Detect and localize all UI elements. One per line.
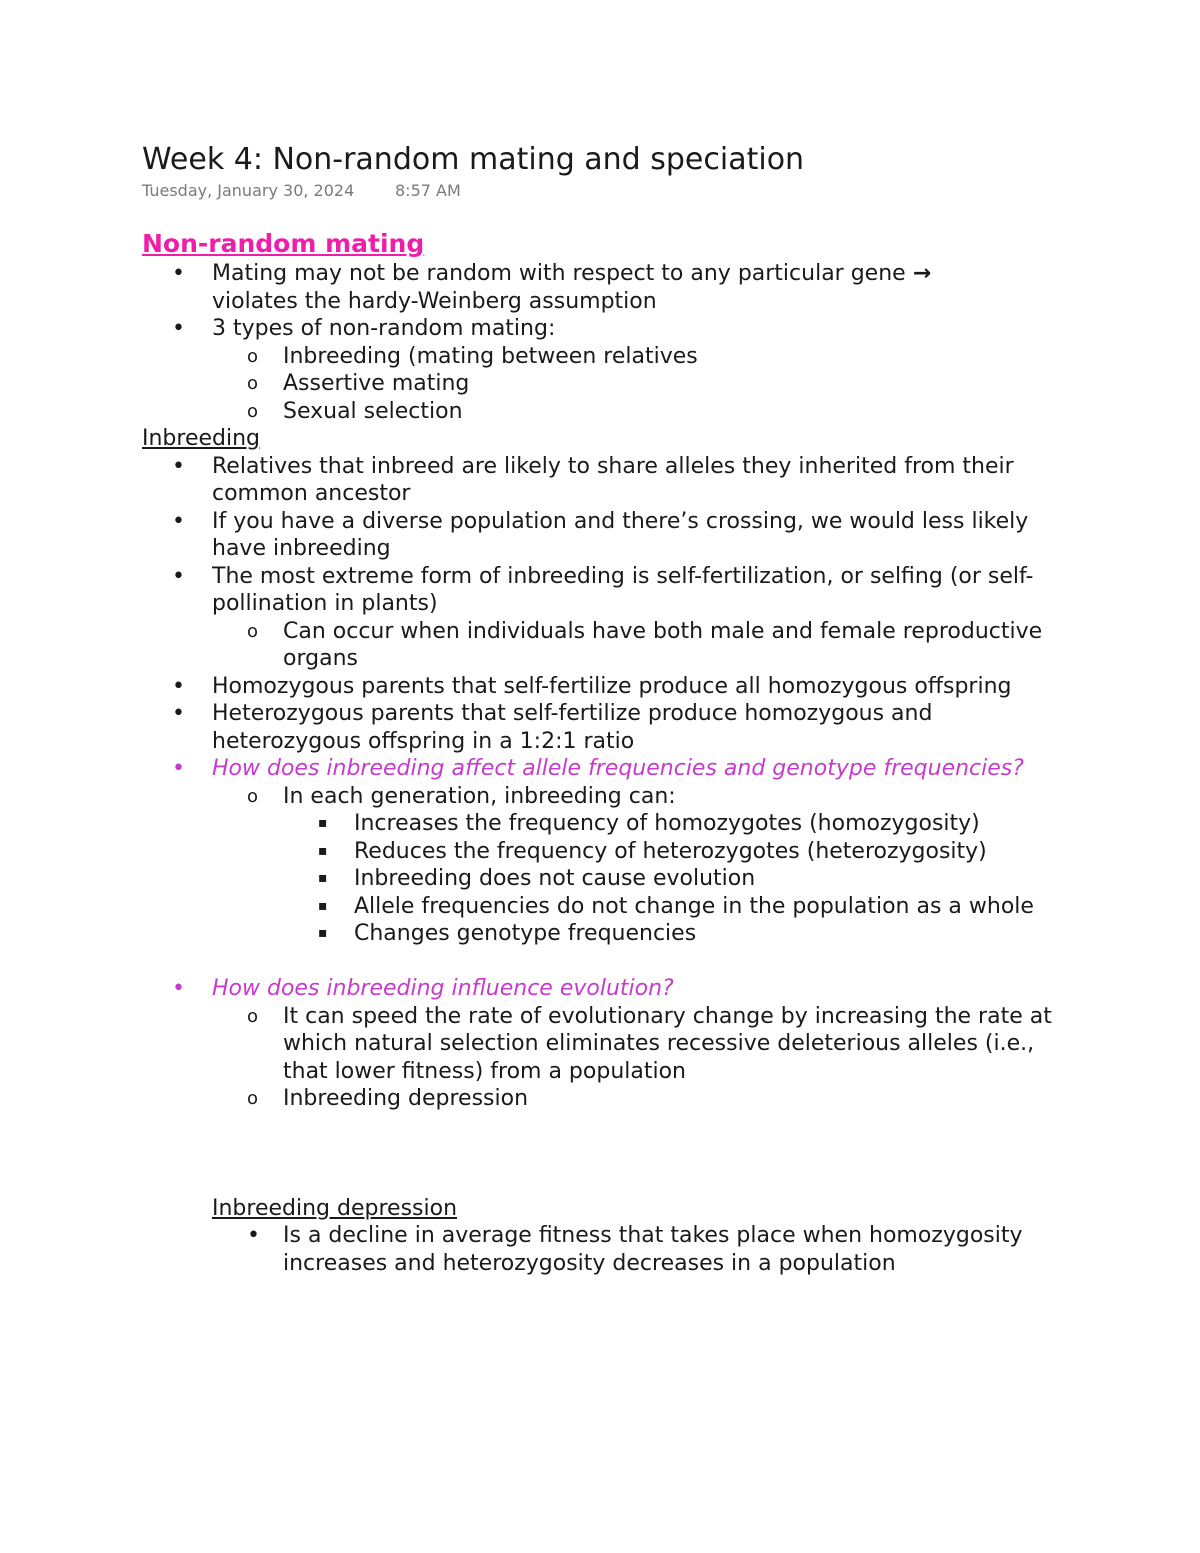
bullet-icon: • [172, 756, 185, 781]
bullet-icon: • [172, 563, 185, 589]
list-item [142, 893, 1052, 921]
square-bullet-icon: ▪ [318, 925, 328, 941]
list-item [142, 343, 1052, 371]
list-item [142, 1003, 1052, 1086]
list-item [142, 865, 1052, 893]
bullet-icon: • [172, 701, 185, 726]
list-item-text: Inbreeding does not cause evolution [354, 866, 756, 891]
list-item-text: violates the hardy-Weinberg assumption [212, 288, 657, 314]
arrow-icon: → [912, 261, 932, 286]
circle-bullet-icon: o [247, 400, 259, 422]
list-item [142, 370, 1052, 398]
list-item [142, 315, 1052, 343]
page-meta [142, 180, 461, 202]
bullet-icon: • [172, 508, 185, 534]
heading-inbreeding: Inbreeding [142, 426, 261, 451]
heading-inbreeding-depression: Inbreeding depression [212, 1195, 458, 1221]
page-time: 8:57 AM [395, 181, 461, 200]
page-title: Week 4: Non-random mating and speciation [142, 142, 805, 177]
list-item [142, 673, 1052, 701]
list-item [142, 920, 1052, 948]
note-body [142, 228, 1052, 1277]
question-text: How does inbreeding influence evolution? [212, 976, 674, 1001]
circle-bullet-icon: o [247, 620, 259, 642]
square-bullet-icon: ▪ [318, 897, 328, 914]
page-date: Tuesday, January 30, 2024 [142, 181, 355, 200]
list-item-text: If you have a diverse population and there’s crossing, we would less likely have inbreeding [212, 508, 1029, 561]
square-bullet-icon: ▪ [318, 870, 328, 886]
bullet-icon: • [172, 261, 185, 286]
list-item [142, 453, 1052, 508]
circle-bullet-icon: o [247, 785, 259, 807]
list-item [142, 398, 1052, 426]
list-item-text: The most extreme form of inbreeding is self-fertilization, or selfing (or self-pollination in plants) [212, 563, 1034, 616]
list-item-text: Reduces the frequency of heterozygotes (heterozygosity) [354, 838, 987, 864]
list-item-text: Allele frequencies do not change in the population as a whole [354, 893, 1034, 919]
bullet-icon: • [172, 976, 185, 1001]
circle-bullet-icon: o [247, 345, 259, 367]
circle-bullet-icon: o [247, 373, 259, 394]
list-item-text: Is a decline in average fitness that takes place when homozygosity increases and heterozygosity decreases in a population [283, 1223, 1023, 1276]
bullet-icon: • [172, 673, 185, 699]
question-item [142, 975, 1052, 1003]
list-item [142, 563, 1052, 618]
list-item-text: Changes genotype frequencies [354, 921, 697, 946]
bullet-icon: • [172, 316, 185, 341]
bullet-icon: • [247, 1223, 260, 1248]
list-item-text: Inbreeding (mating between relatives [283, 343, 698, 369]
list-item-text: Can occur when individuals have both male and female reproductive organs [283, 618, 1043, 671]
question-item [142, 755, 1052, 783]
list-item [142, 1222, 1052, 1277]
list-item [142, 838, 1052, 866]
list-item [142, 1085, 1052, 1113]
list-item [142, 783, 1052, 811]
circle-bullet-icon: o [247, 1005, 259, 1027]
list-item-text: Heterozygous parents that self-fertilize produce homozygous and heterozygous offspring in a 1:2:1 ratio [212, 701, 933, 754]
blank-line [142, 948, 1052, 976]
heading-non-random-mating: Non-random mating [142, 229, 425, 258]
question-text: How does inbreeding affect allele frequencies and genotype frequencies? [212, 756, 1024, 781]
list-item-text: Sexual selection [283, 398, 463, 424]
blank-space [142, 1113, 1052, 1195]
list-item-text: Assertive mating [283, 371, 470, 396]
list-item-text: 3 types of non-random mating: [212, 316, 556, 341]
list-item [142, 260, 1052, 315]
square-bullet-icon: ▪ [318, 842, 328, 859]
list-item [142, 700, 1052, 755]
list-item-text: Increases the frequency of homozygotes (homozygosity) [354, 811, 980, 836]
bullet-icon: • [172, 453, 185, 479]
list-item [142, 810, 1052, 838]
list-item [142, 508, 1052, 563]
list-item-text: In each generation, inbreeding can: [283, 783, 676, 809]
list-item-text: Relatives that inbreed are likely to share alleles they inherited from their common ancestor [212, 453, 1014, 506]
list-item-text: It can speed the rate of evolutionary change by increasing the rate at which natural selection eliminates recessive deleterious alleles (i.e., that lower fitness) from a population [283, 1003, 1052, 1084]
circle-bullet-icon: o [247, 1088, 259, 1109]
list-item-text: Mating may not be random with respect to any particular gene [212, 261, 906, 286]
list-item-text: Inbreeding depression [283, 1086, 529, 1111]
list-item-text: Homozygous parents that self-fertilize produce all homozygous offspring [212, 673, 1012, 699]
list-item [142, 618, 1052, 673]
square-bullet-icon: ▪ [318, 815, 328, 831]
